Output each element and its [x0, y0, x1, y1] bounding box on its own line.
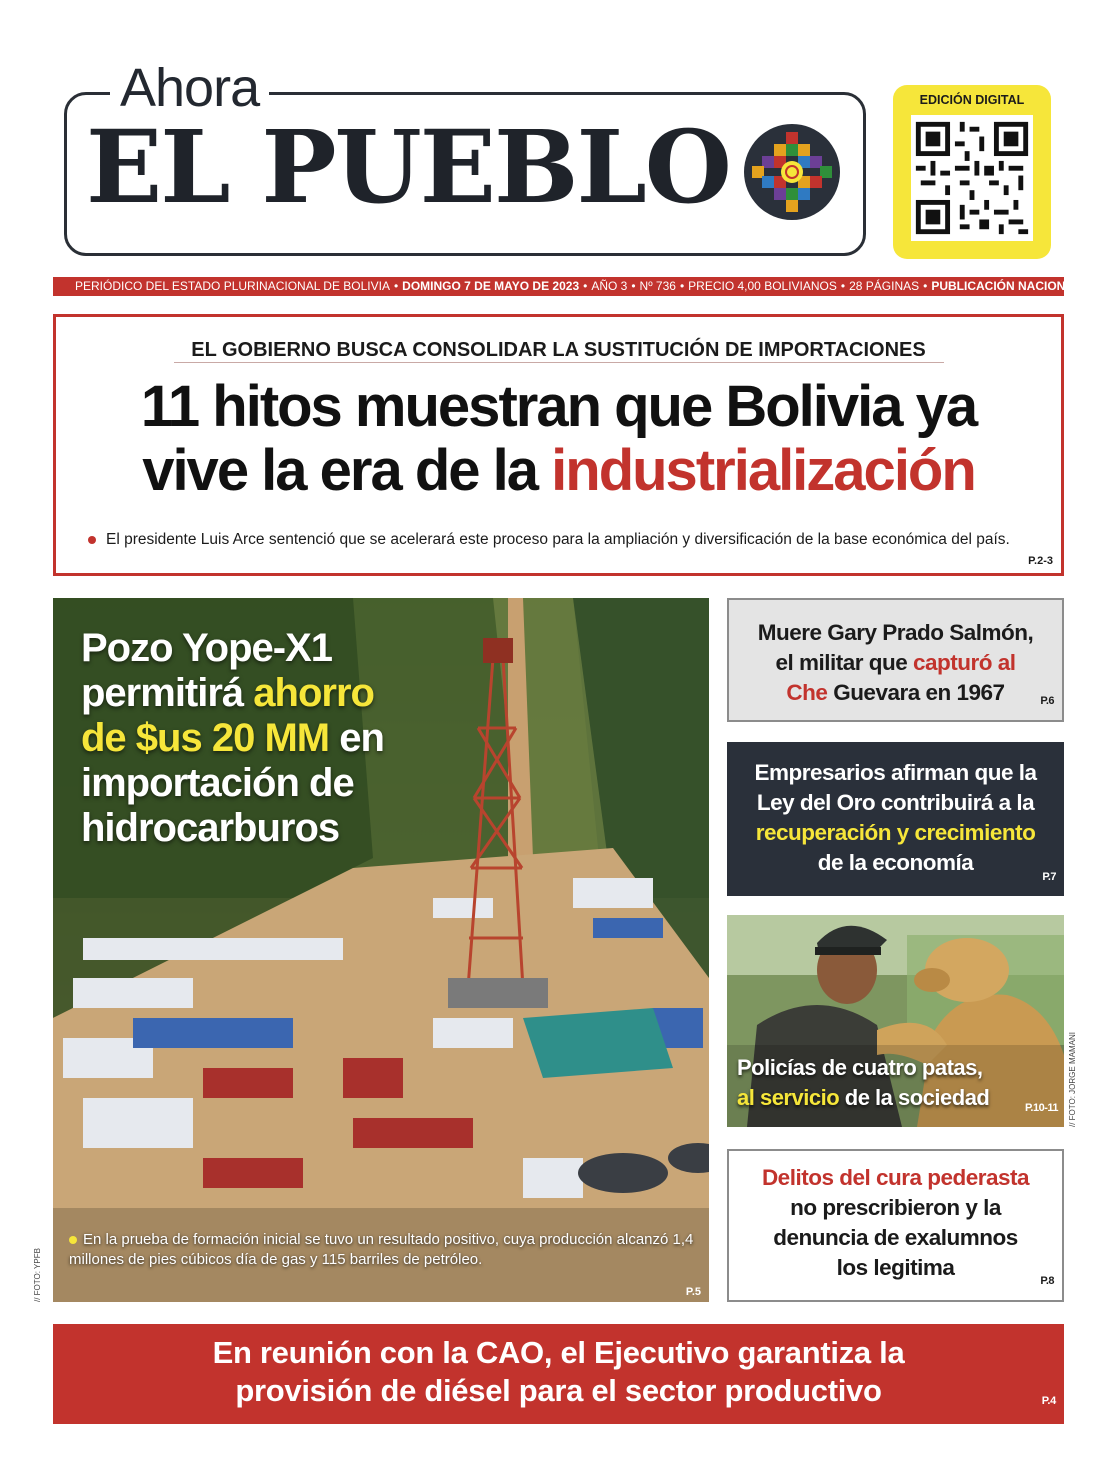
- side1-highlight-2: Che: [786, 680, 828, 705]
- info-date: DOMINGO 7 DE MAYO DE 2023: [402, 279, 580, 293]
- side1-line2a: el militar que: [775, 650, 913, 675]
- main-headline-highlight-1: ahorro: [253, 671, 374, 715]
- info-price: PRECIO 4,00 BOLIVIANOS: [688, 279, 837, 293]
- lead-divider: [174, 362, 944, 363]
- side2-highlight: recuperación y crecimiento: [755, 820, 1036, 845]
- main-story-photo[interactable]: [53, 598, 709, 1302]
- main-headline-line4: importación de: [81, 761, 354, 805]
- side3-headline[interactable]: [737, 1053, 1027, 1113]
- info-year: AÑO 3: [591, 279, 628, 293]
- side-story-gary-prado[interactable]: [727, 598, 1064, 722]
- masthead-title[interactable]: EL PUEBLO: [86, 108, 730, 226]
- lead-headline-line1: 11 hitos muestran que Bolivia ya: [140, 374, 977, 439]
- main-page-ref: P.5: [685, 1286, 701, 1298]
- masthead-ahora: Ahora: [110, 58, 269, 118]
- bottom-line1: En reunión con la CAO, el Ejecutivo garantiza la: [212, 1335, 905, 1370]
- lead-headline[interactable]: [56, 375, 1061, 503]
- side1-page-ref: P.6: [1040, 695, 1054, 707]
- main-story-headline[interactable]: [81, 626, 481, 851]
- info-number: Nº 736: [639, 279, 676, 293]
- bullet-icon: [88, 536, 96, 544]
- info-scope: PUBLICACIÓN NACIONAL: [931, 279, 1082, 293]
- side1-highlight-1: capturó al: [913, 650, 1016, 675]
- lead-subtitle-text: El presidente Luis Arce sentenció que se acelerará este proceso para la ampliación y diversificación de la base económica del país.: [106, 531, 1010, 548]
- qr-label: EDICIÓN DIGITAL: [919, 93, 1025, 107]
- side2-page-ref: P.7: [1042, 871, 1056, 883]
- lead-story[interactable]: [53, 314, 1064, 576]
- chakana-emblem-icon: [742, 122, 842, 222]
- info-publisher: PERIÓDICO DEL ESTADO PLURINACIONAL DE BOLIVIA: [75, 279, 390, 293]
- bullet-icon: [69, 1236, 77, 1244]
- main-photo-credit: // FOTO: YPFB: [33, 1248, 42, 1302]
- info-pages: 28 PÁGINAS: [849, 279, 920, 293]
- lead-headline-line2a: vive la era de la: [142, 438, 552, 503]
- side4-highlight: Delitos del cura pederasta: [761, 1165, 1030, 1190]
- main-headline-line3b: en: [329, 716, 384, 760]
- bottom-page-ref: P.4: [1041, 1395, 1056, 1407]
- side-story-cura-pederasta[interactable]: [727, 1149, 1064, 1302]
- side4-page-ref: P.8: [1040, 1275, 1054, 1287]
- side2-line4: de la economía: [817, 850, 974, 875]
- side4-line3: denuncia de exalumnos: [773, 1225, 1018, 1250]
- main-story-caption: [69, 1230, 699, 1270]
- qr-code-icon[interactable]: [911, 115, 1033, 241]
- side1-line1: Muere Gary Prado Salmón,: [757, 620, 1034, 645]
- side3-line1: Policías de cuatro patas,: [737, 1055, 983, 1080]
- side1-line3b: Guevara en 1967: [827, 680, 1005, 705]
- side3-line2b: de la sociedad: [839, 1085, 990, 1110]
- lead-subtitle: [88, 531, 1010, 549]
- side4-line2: no prescribieron y la: [790, 1195, 1001, 1220]
- info-strip: PERIÓDICO DEL ESTADO PLURINACIONAL DE BOLIVIA • DOMINGO 7 DE MAYO DE 2023 • AÑO 3 • Nº 736 • PRECIO 4,00 BOLIVIANOS • 28 PÁGINAS • PUBLICACIÓN NACIONAL: [53, 277, 1064, 296]
- side2-line1: Empresarios afirman que la: [754, 760, 1037, 785]
- main-caption-text: En la prueba de formación inicial se tuvo un resultado positivo, cuya producción alcanzó 1,4 millones de pies cúbicos día de gas y 115 barriles de petróleo.: [69, 1231, 694, 1268]
- side2-line2: Ley del Oro contribuirá a la: [756, 790, 1035, 815]
- side3-photo-credit: // FOTO: JORGE MAMANI: [1068, 1032, 1077, 1127]
- bottom-line2: provisión de diésel para el sector productivo: [235, 1373, 882, 1408]
- side-story-police-dogs[interactable]: [727, 915, 1064, 1127]
- main-headline-line2a: permitirá: [81, 671, 254, 715]
- main-headline-line1: Pozo Yope-X1: [81, 626, 333, 670]
- lead-headline-highlight: industrialización: [551, 438, 975, 503]
- side3-highlight: al servicio: [737, 1085, 840, 1110]
- main-headline-line5: hidrocarburos: [81, 806, 340, 850]
- side-story-ley-del-oro[interactable]: [727, 742, 1064, 896]
- main-headline-highlight-2: de $us 20 MM: [81, 716, 330, 760]
- qr-edition-box[interactable]: [893, 85, 1051, 259]
- lead-kicker: EL GOBIERNO BUSCA CONSOLIDAR LA SUSTITUCIÓN DE IMPORTACIONES: [191, 339, 926, 361]
- bottom-banner-story[interactable]: [53, 1324, 1064, 1424]
- side4-line4: los legitima: [836, 1255, 955, 1280]
- lead-page-ref: P.2-3: [1028, 555, 1053, 567]
- side3-page-ref: P.10-11: [1024, 1102, 1058, 1114]
